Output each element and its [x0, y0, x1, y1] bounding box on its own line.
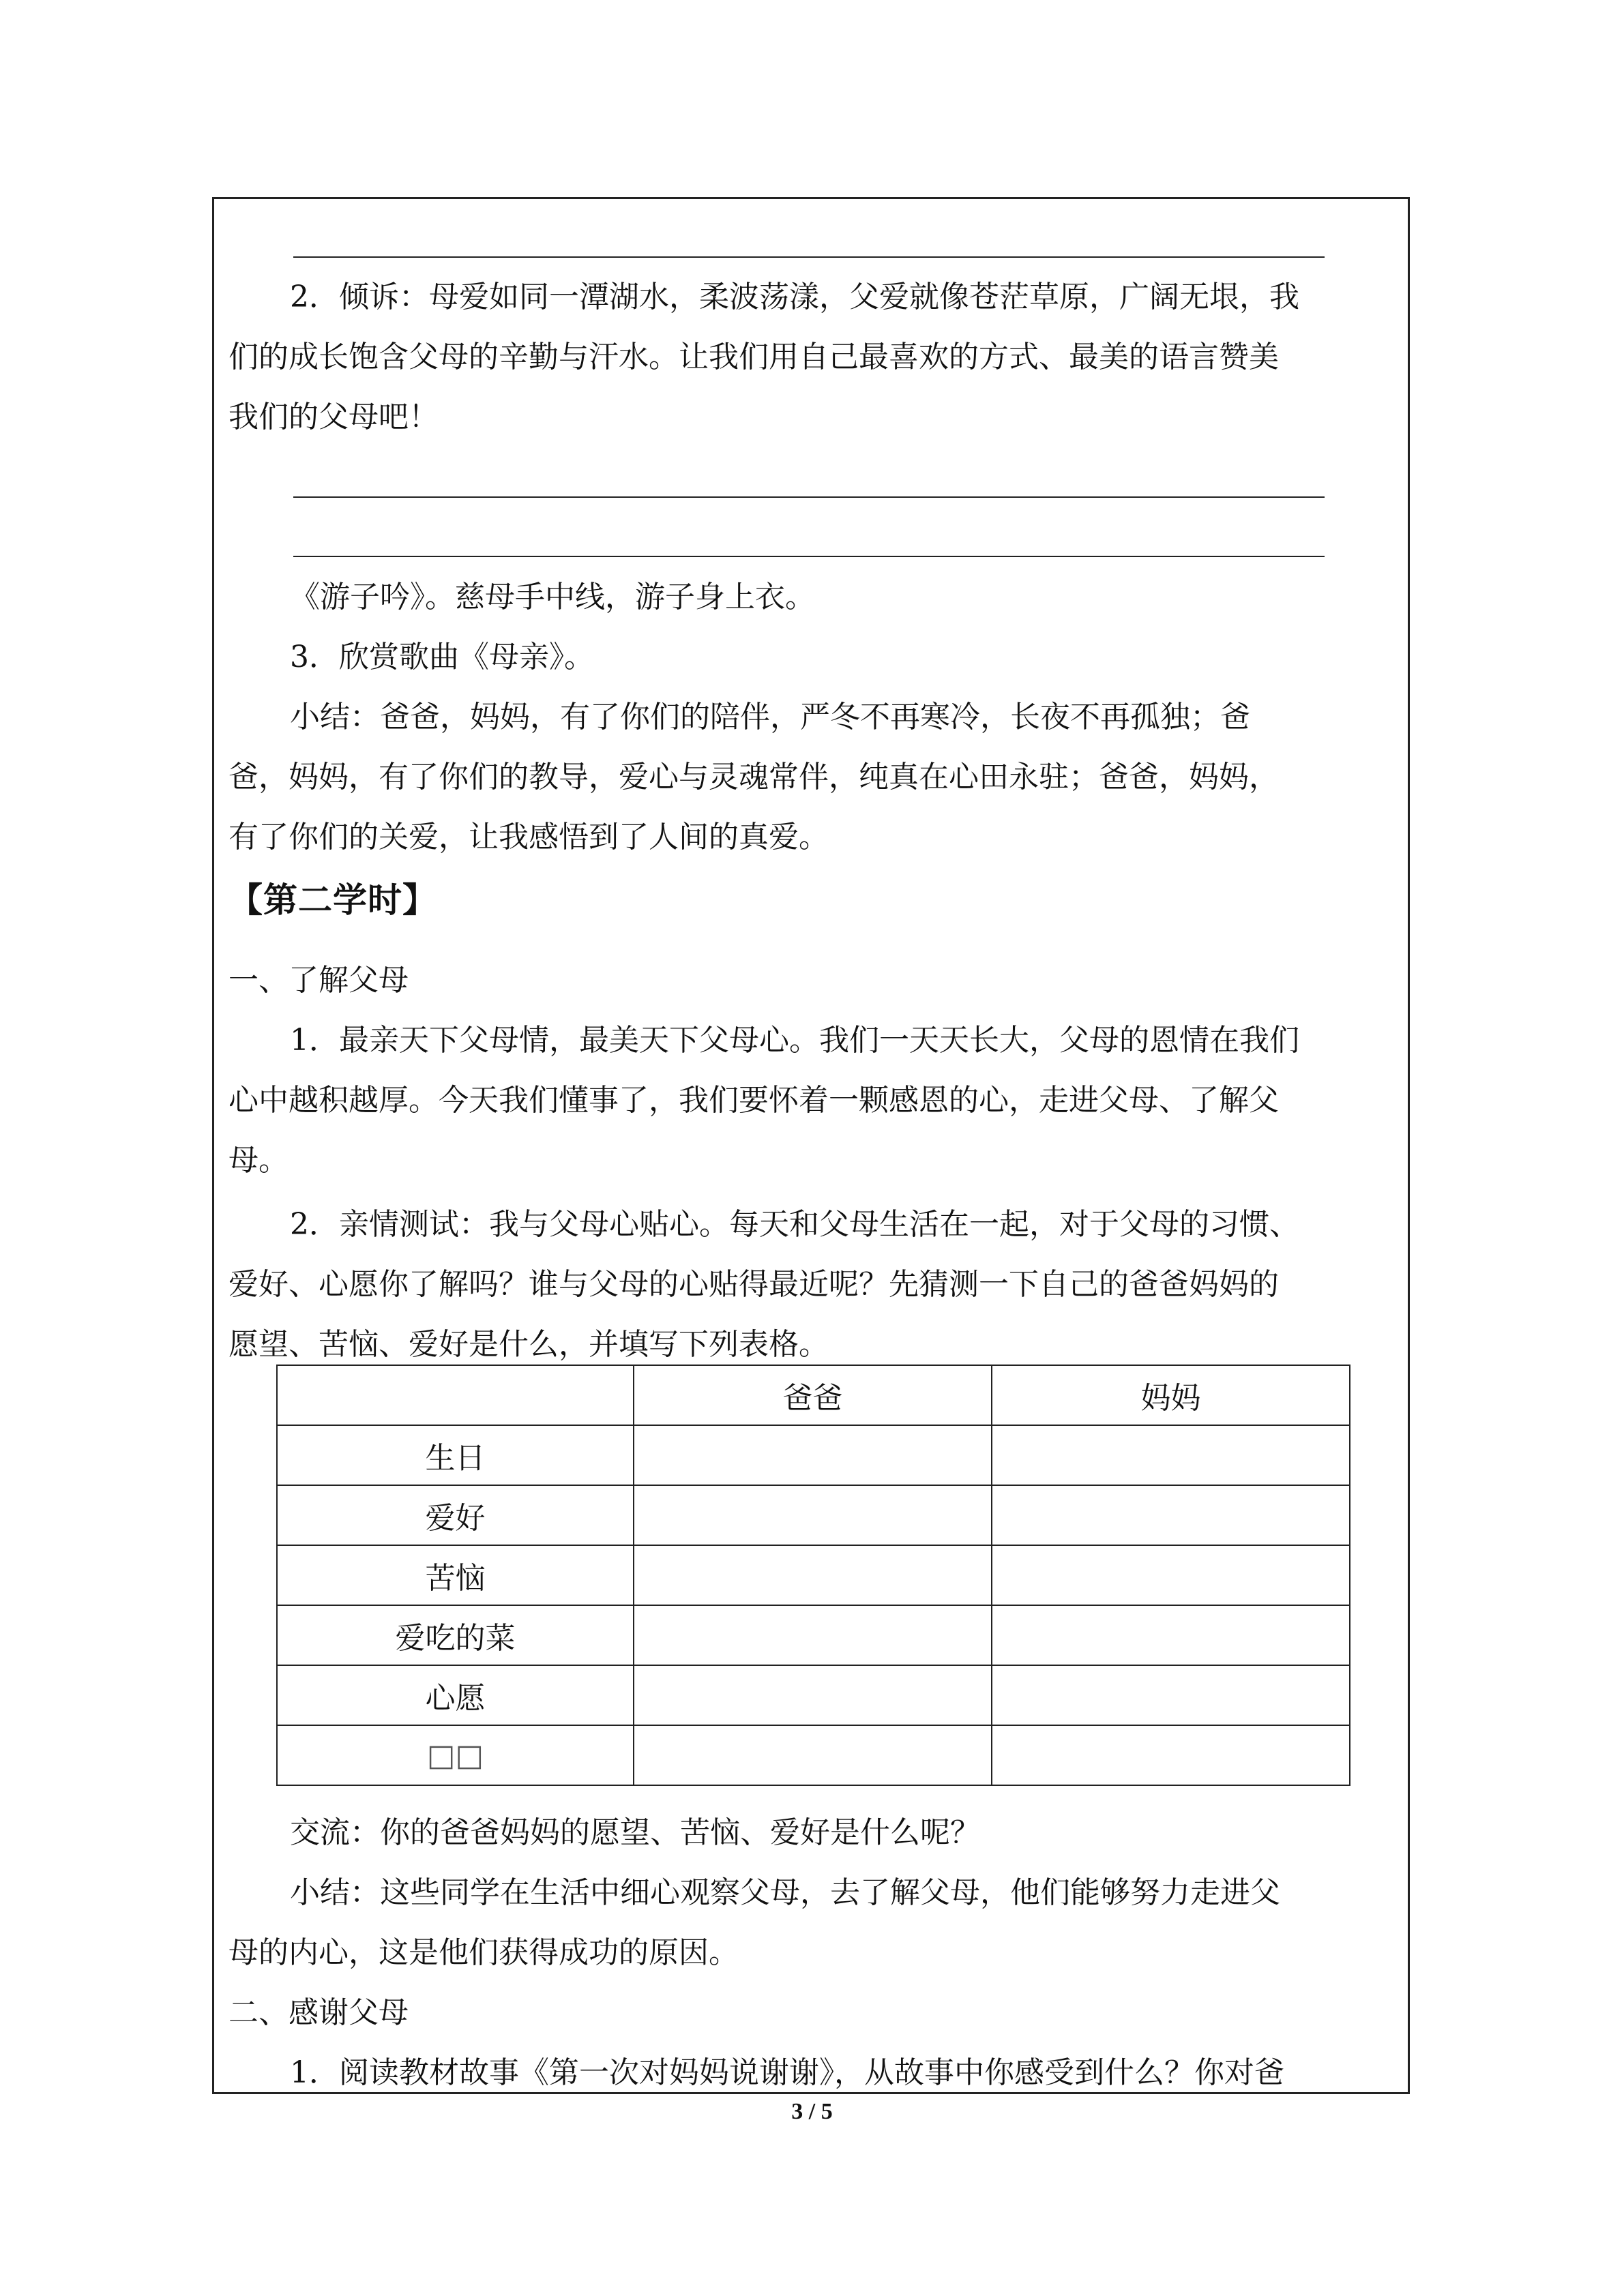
mom-cell[interactable]	[992, 1605, 1350, 1665]
answer-line	[293, 256, 1325, 258]
dad-cell[interactable]	[634, 1425, 992, 1485]
paragraph-line: 2．亲情测试：我与父母心贴心。每天和父母生活在一起，对于父母的习惯、	[290, 1207, 1299, 1242]
row-label: 爱好	[277, 1485, 634, 1545]
paragraph-line: 母。	[228, 1143, 289, 1178]
dad-cell[interactable]	[634, 1605, 992, 1665]
summary-line: 小结：爸爸，妈妈，有了你们的陪伴，严冬不再寒冷，长夜不再孤独；爸	[290, 700, 1250, 734]
table-row	[277, 1725, 1350, 1785]
mom-cell[interactable]	[992, 1665, 1350, 1725]
paragraph-line: 交流：你的爸爸妈妈的愿望、苦恼、爱好是什么呢？	[290, 1815, 980, 1850]
table-header-cell	[277, 1365, 634, 1425]
poem-line: 《游子吟》。慈母手中线，游子身上衣。	[290, 580, 815, 614]
row-label: 苦恼	[277, 1545, 634, 1605]
paragraph-line: 3．欣赏歌曲《母亲》。	[290, 640, 594, 674]
dad-cell[interactable]	[634, 1545, 992, 1605]
paragraph-line: 1．最亲天下父母情，最美天下父母心。我们一天天长大，父母的恩情在我们	[290, 1023, 1299, 1058]
summary-line: 有了你们的关爱，让我感悟到了人间的真爱。	[228, 820, 829, 854]
page-number: 3 / 5	[791, 2099, 833, 2124]
answer-line	[293, 556, 1325, 557]
dad-cell[interactable]	[634, 1725, 992, 1785]
table-header-row	[277, 1365, 1350, 1425]
paragraph-line: 愿望、苦恼、爱好是什么，并填写下列表格。	[228, 1327, 829, 1362]
row-label: 爱吃的菜	[277, 1605, 634, 1665]
section-title: 一、了解父母	[228, 963, 409, 998]
paragraph-line: 心中越积越厚。今天我们懂事了，我们要怀着一颗感恩的心，走进父母、了解父	[228, 1083, 1279, 1118]
table-row	[277, 1665, 1350, 1725]
row-label: 心愿	[277, 1665, 634, 1725]
table-header-cell: 爸爸	[634, 1365, 992, 1425]
lesson-heading: 【第二学时】	[228, 880, 437, 920]
dad-cell[interactable]	[634, 1485, 992, 1545]
paragraph-line: 爱好、心愿你了解吗？谁与父母的心贴得最近呢？先猜测一下自己的爸爸妈妈的	[228, 1267, 1279, 1302]
paragraph-line: 我们的父母吧！	[228, 400, 439, 434]
mom-cell[interactable]	[992, 1485, 1350, 1545]
paragraph-line: 1．阅读教材故事《第一次对妈妈说谢谢》，从故事中你感受到什么？你对爸	[290, 2055, 1284, 2090]
table-row	[277, 1545, 1350, 1605]
section-title: 二、感谢父母	[228, 1995, 409, 2030]
paragraph-line: 2．倾诉：母爱如同一潭湖水，柔波荡漾，父爱就像苍茫草原，广阔无垠，我	[290, 280, 1299, 314]
summary-line: 母的内心，这是他们获得成功的原因。	[228, 1935, 739, 1970]
row-label: □□	[277, 1725, 634, 1785]
table-row	[277, 1425, 1350, 1485]
paragraph-line: 们的成长饱含父母的辛勤与汗水。让我们用自己最喜欢的方式、最美的语言赞美	[228, 340, 1279, 374]
mom-cell[interactable]	[992, 1425, 1350, 1485]
table-header-cell: 妈妈	[992, 1365, 1350, 1425]
answer-line	[293, 496, 1325, 498]
mom-cell[interactable]	[992, 1545, 1350, 1605]
row-label: 生日	[277, 1425, 634, 1485]
summary-line: 爸，妈妈，有了你们的教导，爱心与灵魂常伴，纯真在心田永驻；爸爸，妈妈，	[228, 760, 1279, 794]
dad-cell[interactable]	[634, 1665, 992, 1725]
parents-table	[276, 1365, 1350, 1786]
table-row	[277, 1485, 1350, 1545]
mom-cell[interactable]	[992, 1725, 1350, 1785]
summary-line: 小结：这些同学在生活中细心观察父母，去了解父母，他们能够努力走进父	[290, 1875, 1280, 1910]
table-row	[277, 1605, 1350, 1665]
